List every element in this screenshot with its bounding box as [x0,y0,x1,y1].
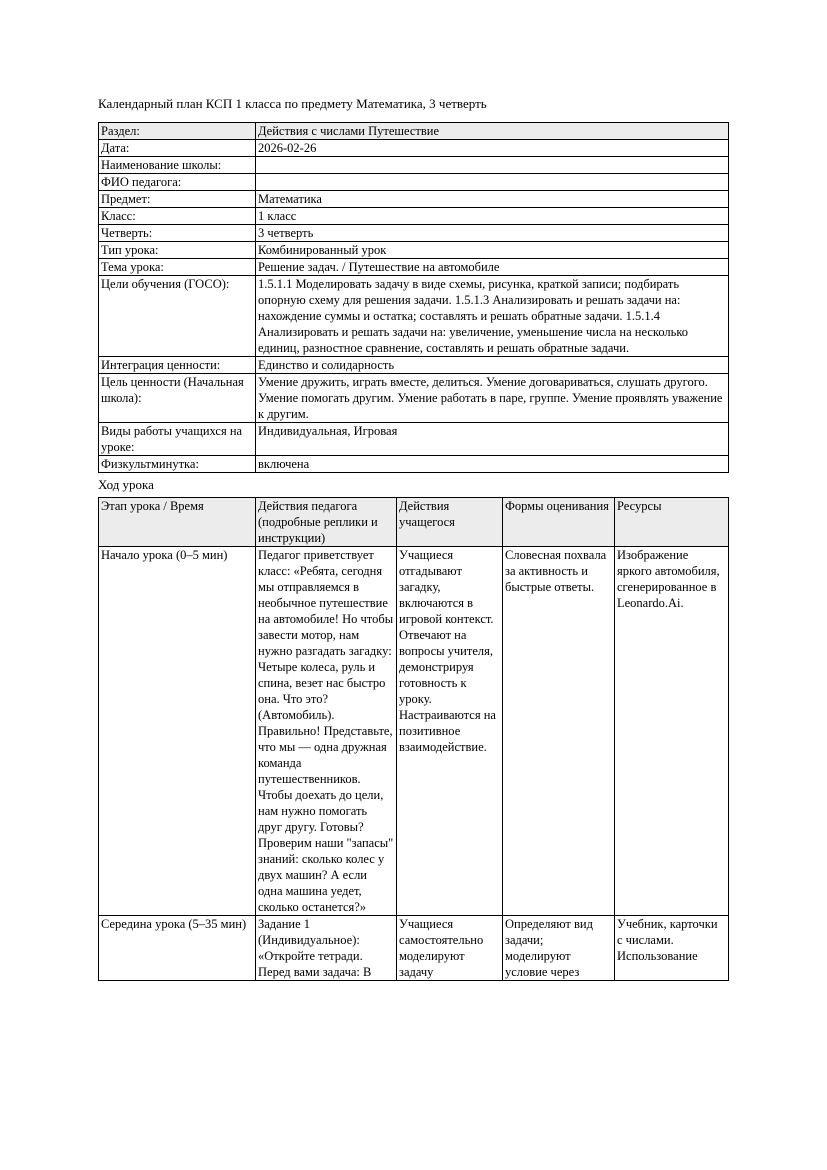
table-row [99,276,729,357]
info-label-lesson-type: Тип урока: [99,242,256,259]
table-row [99,456,729,473]
info-label-lesson-topic: Тема урока: [99,259,256,276]
info-label-value-goal: Цель ценности (Начальная школа): [99,374,256,423]
info-label-teacher-name: ФИО педагога: [99,174,256,191]
table-row [99,423,729,456]
info-value-value-goal: Умение дружить, играть вместе, делиться. Умение договариваться, слушать другого. Умение помогать другим. Умение работать в паре, группе. Умение проявлять уважение к другим. [256,374,729,423]
column-header-stage: Этап урока / Время [99,498,256,547]
info-label-class: Класс: [99,208,256,225]
table-row-lesson-start [99,547,729,916]
cell-student-actions: Учащиеся отгадывают загадку, включаются в игровой контекст. Отвечают на вопросы учителя, демонстрируя готовность к уроку. Настраиваются на позитивное взаимодействие. [397,547,503,916]
column-header-teacher-actions: Действия педагога (подробные реплики и инструкции) [256,498,397,547]
info-value-data: 2026-02-26 [256,140,729,157]
info-label-work-types: Виды работы учащихся на уроке: [99,423,256,456]
table-header-row [99,498,729,547]
info-value-goals: 1.5.1.1 Моделировать задачу в виде схемы, рисунка, краткой записи; подбирать опорную схему для решения задачи. 1.5.1.3 Анализировать и решать задачи на: нахождение суммы и остатка; составлять и решать обратные задачи. 1.5.1.4 Анализировать и решать задачи на: увеличение, уменьшение числа на несколько единиц, разностное сравнение, составлять и решать обратные задачи. [256,276,729,357]
info-label-subject: Предмет: [99,191,256,208]
cell-resources: Учебник, карточки с числами. Использование [615,916,729,981]
column-header-assessment: Формы оценивания [503,498,615,547]
info-value-razdel: Действия с числами Путешествие [256,123,729,140]
table-row [99,242,729,259]
info-value-phys-minute: включена [256,456,729,473]
table-row [99,374,729,423]
info-label-values-integration: Интеграция ценности: [99,357,256,374]
info-value-work-types: Индивидуальная, Игровая [256,423,729,456]
cell-stage: Середина урока (5–35 мин) [99,916,256,981]
section-heading-lesson-flow: Ход урока [98,477,154,492]
info-label-quarter: Четверть: [99,225,256,242]
info-value-values-integration: Единство и солидарность [256,357,729,374]
info-value-school [256,157,729,174]
info-value-subject: Математика [256,191,729,208]
cell-student-actions: Учащиеся самостоятельно моделируют задачу [397,916,503,981]
table-row [99,191,729,208]
info-label-school: Наименование школы: [99,157,256,174]
document-title: Календарный план КСП 1 класса по предмету Математика, 3 четверть [98,96,487,111]
cell-assessment: Словесная похвала за активность и быстрые ответы. [503,547,615,916]
info-label-data: Дата: [99,140,256,157]
cell-assessment: Определяют вид задачи; моделируют условие через [503,916,615,981]
info-value-class: 1 класс [256,208,729,225]
info-value-quarter: 3 четверть [256,225,729,242]
table-row [99,123,729,140]
cell-resources: Изображение яркого автомобиля, сгенерированное в Leonardo.Ai. [615,547,729,916]
document-page [98,96,728,981]
info-value-lesson-topic: Решение задач. / Путешествие на автомобиле [256,259,729,276]
lesson-info-table [98,122,729,473]
info-value-teacher-name [256,174,729,191]
table-row [99,259,729,276]
column-header-student-actions: Действия учащегося [397,498,503,547]
column-header-resources: Ресурсы [615,498,729,547]
info-label-razdel: Раздел: [99,123,256,140]
info-label-goals: Цели обучения (ГОСО): [99,276,256,357]
lesson-flow-table [98,497,729,981]
info-label-phys-minute: Физкультминутка: [99,456,256,473]
table-row [99,225,729,242]
cell-stage: Начало урока (0–5 мин) [99,547,256,916]
table-row [99,140,729,157]
table-row [99,208,729,225]
info-value-lesson-type: Комбинированный урок [256,242,729,259]
table-row [99,157,729,174]
table-row-lesson-middle [99,916,729,981]
table-row [99,357,729,374]
cell-teacher-actions: Педагог приветствует класс: «Ребята, сегодня мы отправляемся в необычное путешествие на автомобиле! Но чтобы завести мотор, нам нужно разгадать загадку: Четыре колеса, руль и спина, везет нас быстро она. Что это? (Автомобиль). Правильно! Представьте, что мы — одна дружная команда путешественников. Чтобы доехать до цели, нам нужно помогать друг другу. Готовы? Проверим наши "запасы" знаний: сколько колес у двух машин? А если одна машина уедет, сколько останется?» [256,547,397,916]
cell-teacher-actions: Задание 1 (Индивидуальное): «Откройте тетради. Перед вами задача: В [256,916,397,981]
table-row [99,174,729,191]
